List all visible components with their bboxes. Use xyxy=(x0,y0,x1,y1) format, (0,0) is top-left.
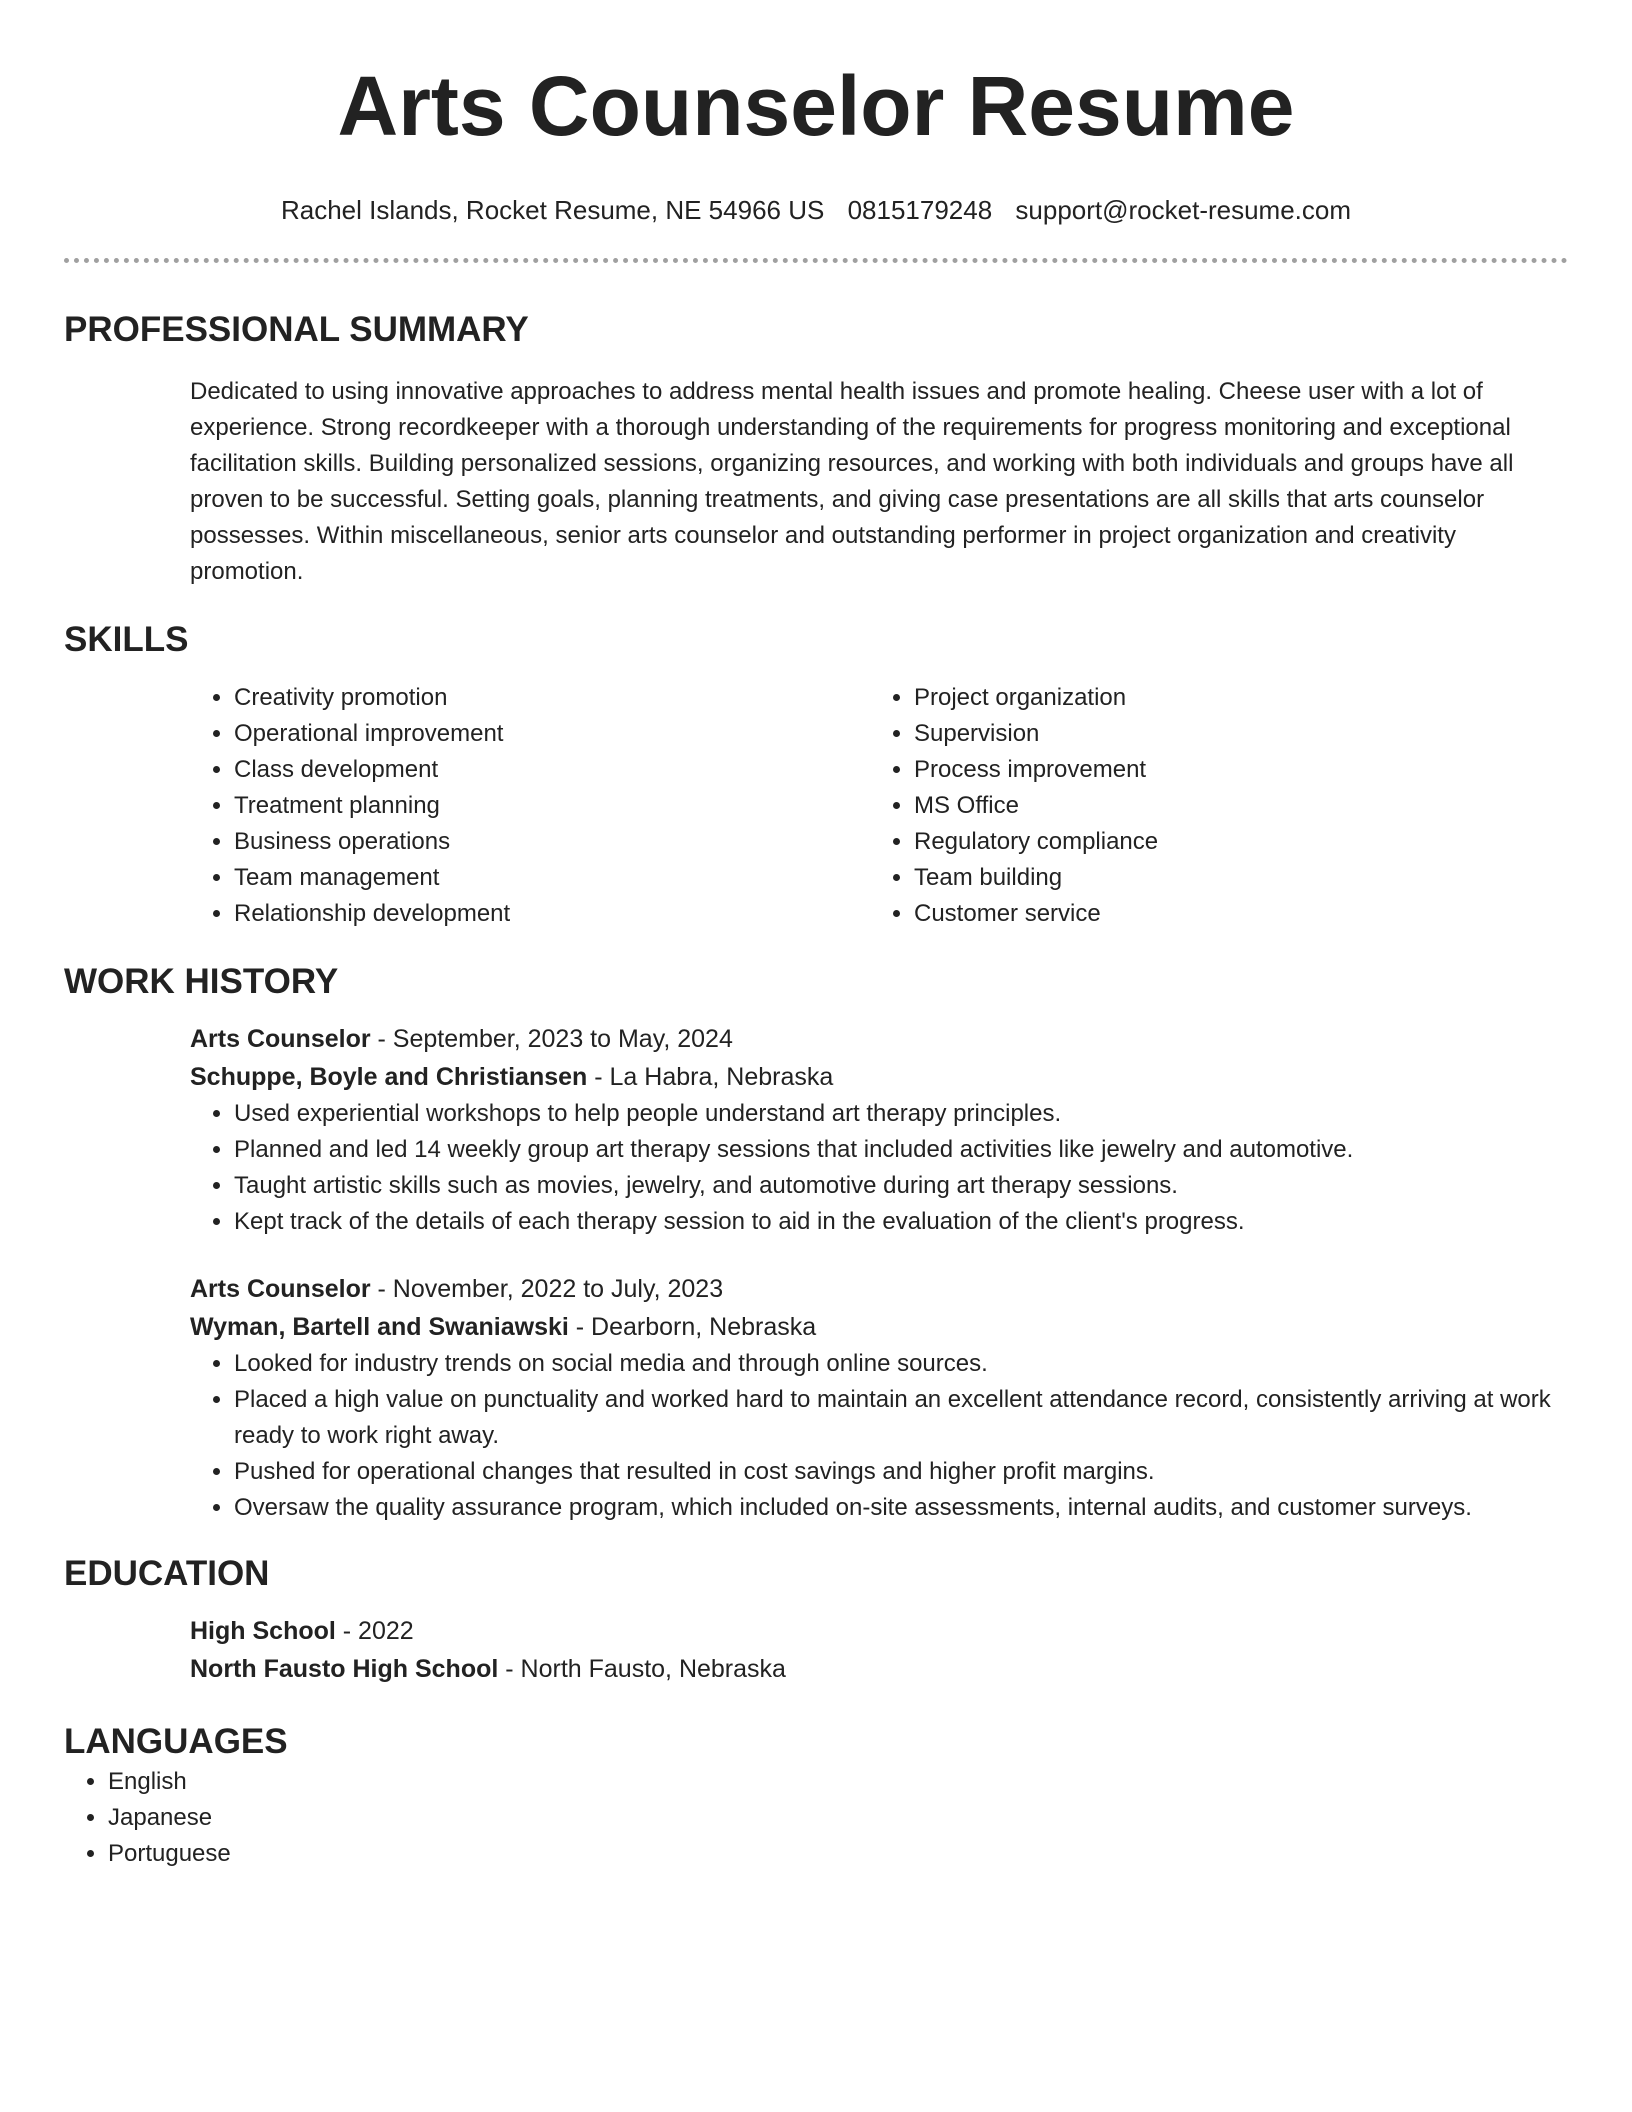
skill-item: • Creativity promotion xyxy=(234,680,870,716)
skill-item: • Team building xyxy=(914,860,1568,896)
job-bullet: • Pushed for operational changes that resulted in cost savings and higher profit margins. xyxy=(234,1454,1568,1490)
job-title-line xyxy=(190,1270,1568,1308)
skill-item: • Regulatory compliance xyxy=(914,824,1568,860)
job-dates: - September, 2023 to May, 2024 xyxy=(370,1025,733,1053)
summary-heading: PROFESSIONAL SUMMARY xyxy=(64,310,529,349)
skills-heading: SKILLS xyxy=(64,620,189,659)
job-company-line xyxy=(190,1308,1568,1346)
contact-address: Rachel Islands, Rocket Resume, NE 54966 US xyxy=(280,195,825,225)
skill-item: • Project organization xyxy=(914,680,1568,716)
job-dates: - November, 2022 to July, 2023 xyxy=(370,1275,724,1303)
languages-list xyxy=(64,1764,1568,1872)
skill-item: • Business operations xyxy=(234,824,870,860)
education-year: - 2022 xyxy=(335,1617,414,1645)
languages-heading: LANGUAGES xyxy=(64,1722,288,1761)
contact-info xyxy=(64,194,1568,226)
skills-grid xyxy=(190,680,1568,932)
skills-list-right xyxy=(870,680,1568,932)
job-company: Schuppe, Boyle and Christiansen xyxy=(190,1063,588,1091)
job-bullet: • Oversaw the quality assurance program, which included on-site assessments, internal audits, and customer surveys. xyxy=(234,1490,1568,1526)
job-bullet: • Looked for industry trends on social media and through online sources. xyxy=(234,1346,1568,1382)
skill-item: • Supervision xyxy=(914,716,1568,752)
job-bullets xyxy=(190,1346,1568,1526)
skill-item: • Relationship development xyxy=(234,896,870,932)
skill-item: • Treatment planning xyxy=(234,788,870,824)
job-bullet: • Used experiential workshops to help people understand art therapy principles. xyxy=(234,1096,1568,1132)
skill-item: • MS Office xyxy=(914,788,1568,824)
education-degree: High School xyxy=(190,1617,336,1645)
skill-item: • Customer service xyxy=(914,896,1568,932)
job-title-line xyxy=(190,1020,1568,1058)
job-title: Arts Counselor xyxy=(190,1025,371,1053)
language-item: • Japanese xyxy=(108,1800,1568,1836)
education-heading: EDUCATION xyxy=(64,1554,270,1593)
job-location: - La Habra, Nebraska xyxy=(587,1063,834,1091)
contact-email: support@rocket-resume.com xyxy=(1015,195,1352,225)
skill-item: • Class development xyxy=(234,752,870,788)
summary-text: Dedicated to using innovative approaches to address mental health issues and promote healing. Cheese user with a lot of experience. Strong recordkeeper with a thorough understanding of the requirements for progress monitoring and exceptional facilitation skills. Building personalized sessions, organizing resources, and working with both individuals and groups have all proven to be successful. Setting goals, planning treatments, and giving case presentations are all skills that arts counselor possesses. Within miscellaneous, senior arts counselor and outstanding performer in project organization and creativity promotion. xyxy=(190,378,1514,585)
skill-item: • Process improvement xyxy=(914,752,1568,788)
job-company: Wyman, Bartell and Swaniawski xyxy=(190,1313,569,1341)
header-divider xyxy=(64,258,1568,263)
resume-title: Arts Counselor Resume xyxy=(337,59,1295,153)
job-location: - Dearborn, Nebraska xyxy=(568,1313,817,1341)
job-bullet: • Planned and led 14 weekly group art therapy sessions that included activities like jewelry and automotive. xyxy=(234,1132,1568,1168)
work-history-heading: WORK HISTORY xyxy=(64,962,339,1001)
job-title: Arts Counselor xyxy=(190,1275,371,1303)
education-degree-line xyxy=(190,1612,1568,1650)
education-entry xyxy=(190,1612,1568,1688)
education-location: - North Fausto, Nebraska xyxy=(498,1655,786,1683)
skills-list-left xyxy=(190,680,870,932)
education-school-line xyxy=(190,1650,1568,1688)
contact-phone: 0815179248 xyxy=(847,195,993,225)
job-bullet: • Kept track of the details of each therapy session to aid in the evaluation of the client's progress. xyxy=(234,1204,1568,1240)
job-bullets xyxy=(190,1096,1568,1240)
language-item: • English xyxy=(108,1764,1568,1800)
education-school: North Fausto High School xyxy=(190,1655,499,1683)
job-bullet: • Placed a high value on punctuality and worked hard to maintain an excellent attendance record, consistently arriving at work ready to work right away. xyxy=(234,1382,1568,1454)
skill-item: • Team management xyxy=(234,860,870,896)
job-bullet: • Taught artistic skills such as movies, jewelry, and automotive during art therapy sessions. xyxy=(234,1168,1568,1204)
job-company-line xyxy=(190,1058,1568,1096)
skill-item: • Operational improvement xyxy=(234,716,870,752)
job-entry xyxy=(190,1270,1568,1526)
language-item: • Portuguese xyxy=(108,1836,1568,1872)
job-entry xyxy=(190,1020,1568,1240)
